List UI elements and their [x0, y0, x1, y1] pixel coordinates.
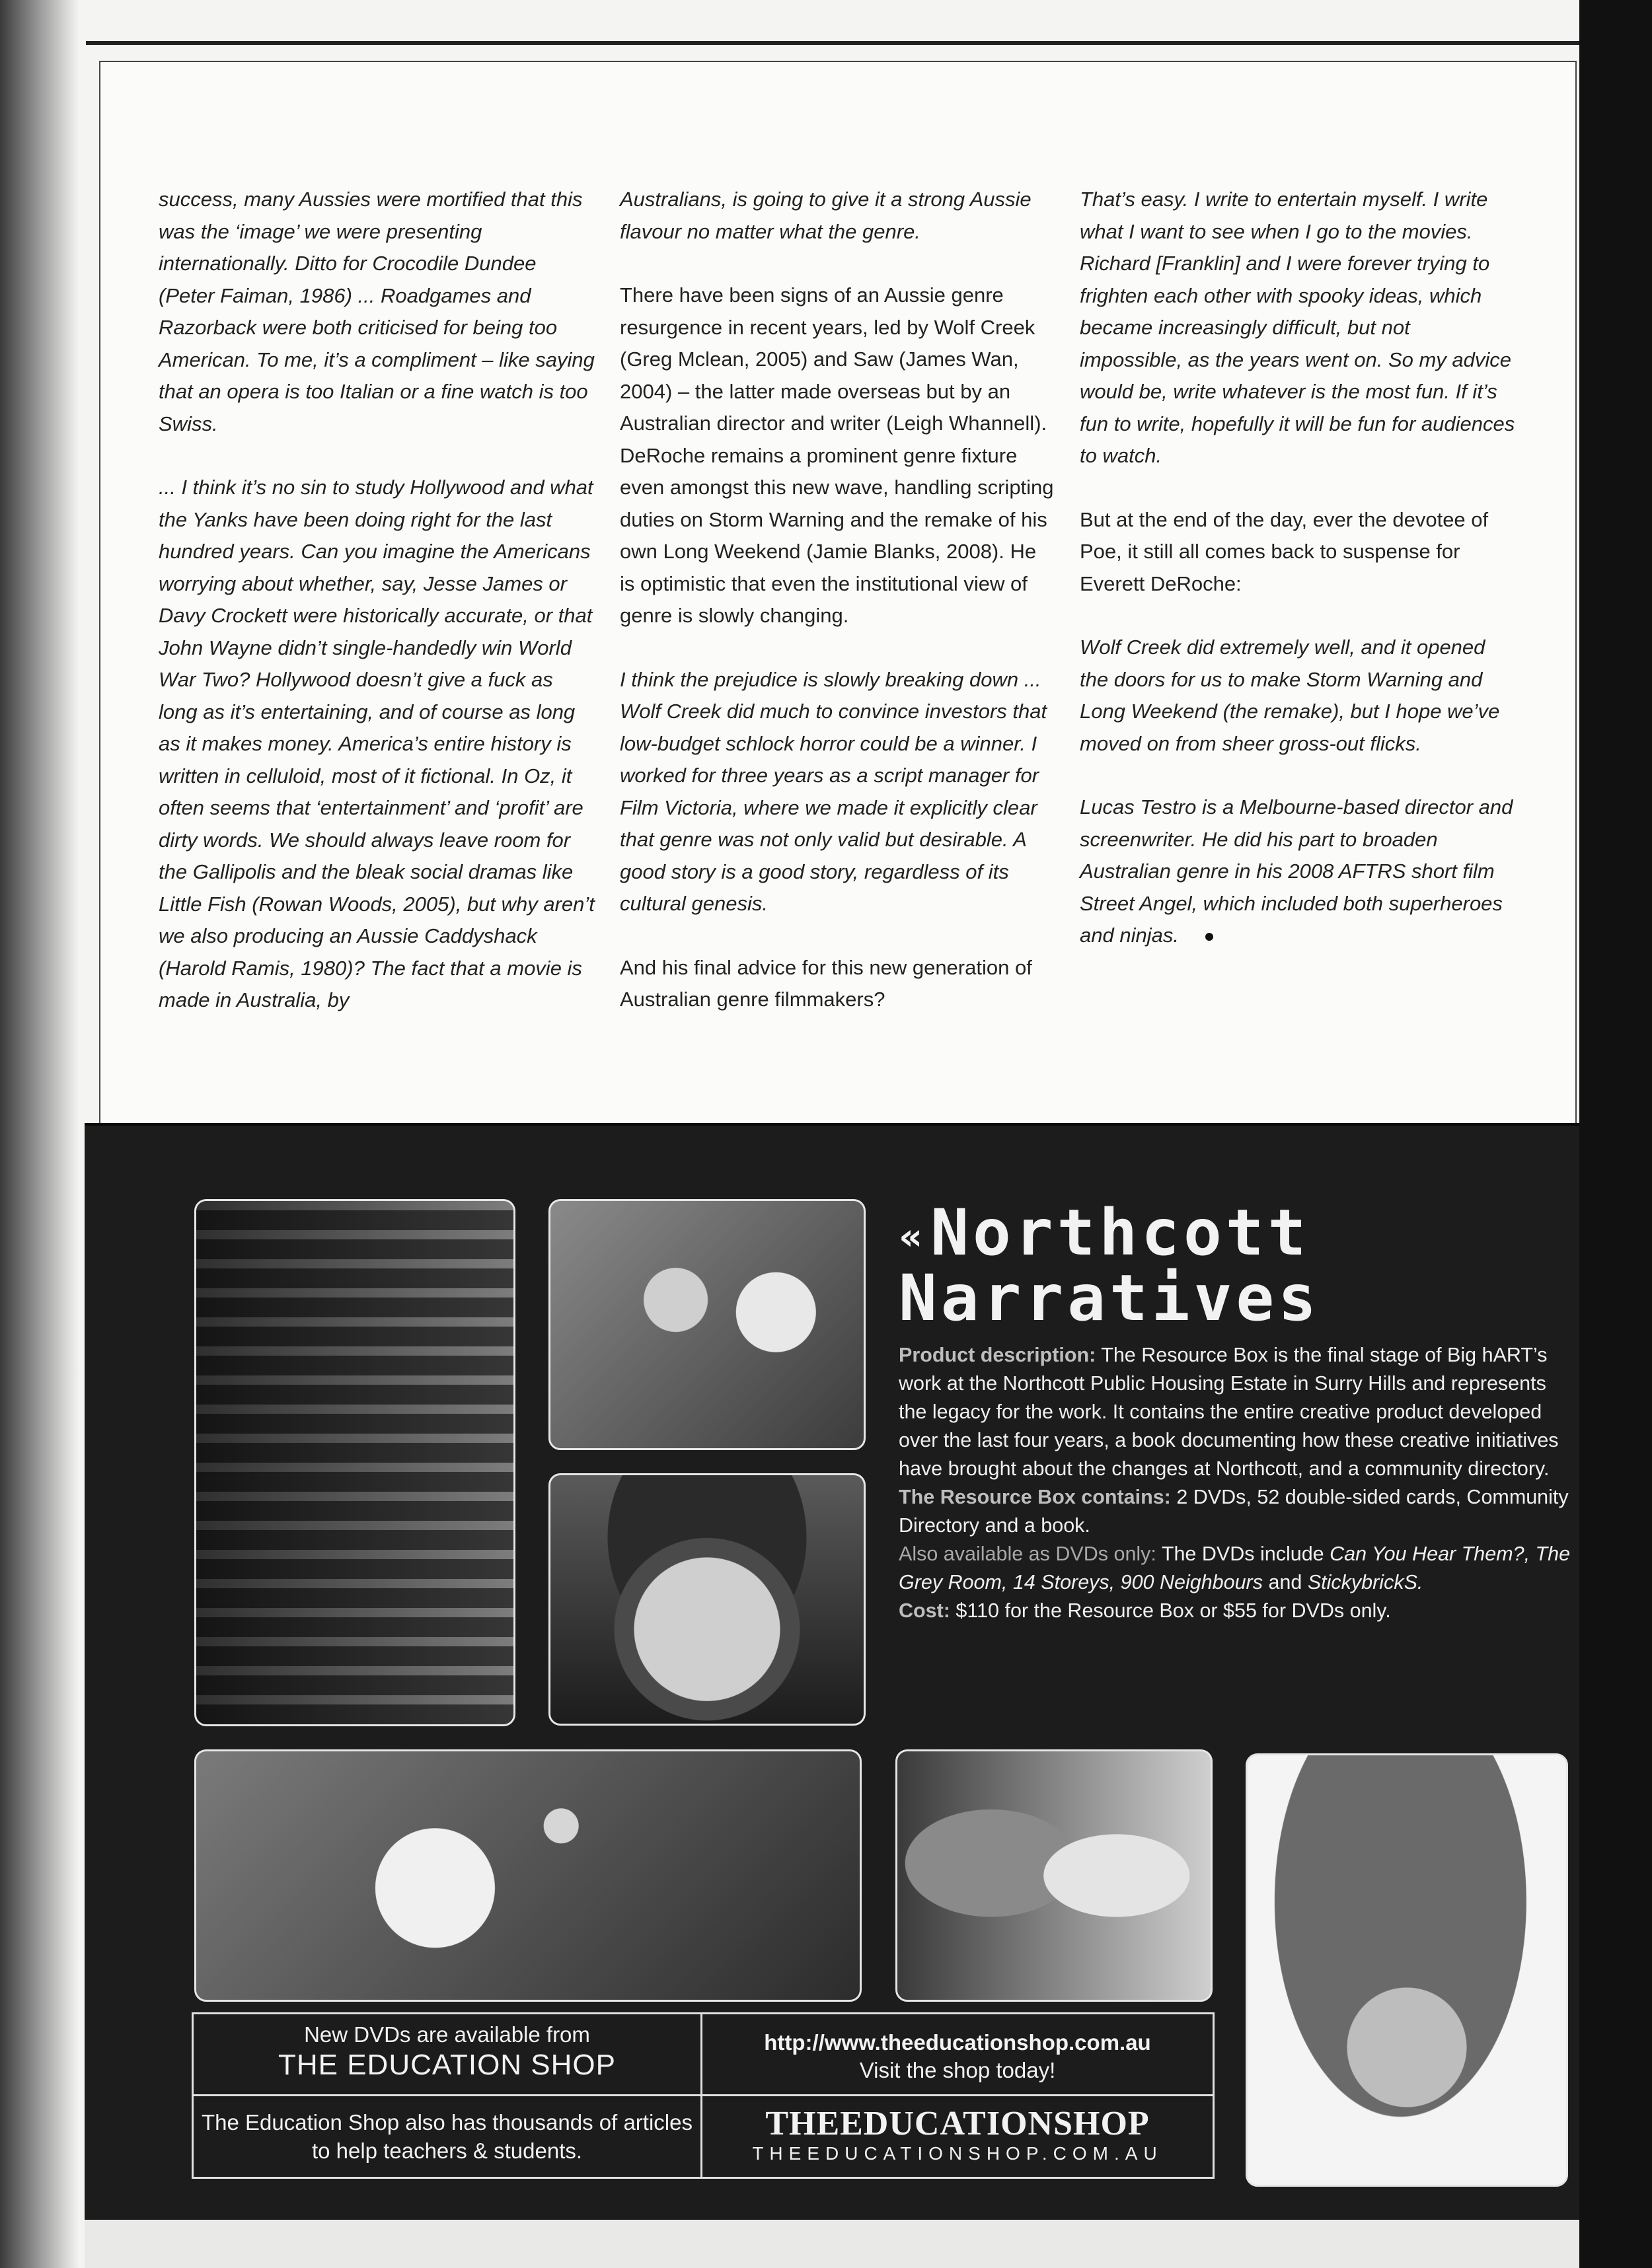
- housing-tower-photo: [194, 1199, 515, 1726]
- two-faces-photo: [895, 1749, 1213, 2002]
- ad-title-line-1: Northcott: [930, 1196, 1310, 1270]
- articles-cell: [194, 2096, 702, 2177]
- dvd-and: and: [1268, 1571, 1302, 1593]
- top-rule: [86, 41, 1579, 45]
- col3-paragraph-3: Wolf Creek did extremely well, and it opened the doors for us to make Storm Warning and Long Weekend (the remake), but I hope we’ve moved on from sheer gross-out flicks.: [1080, 636, 1500, 755]
- cost-label: Cost:: [899, 1599, 950, 1622]
- woman-with-flower-hat-photo: [1246, 1753, 1568, 2187]
- product-description-text: The Resource Box is the final stage of Big hART’s work at the Northcott Public Housing Estate in Surry Hills and represents the legacy for the work. It contains the entire creative product developed over the last four years, a book documenting how these creative initiatives have brought about the changes at Northcott, and a community directory.: [899, 1344, 1559, 1480]
- shop-url-link[interactable]: http://www.theeducationshop.com.au: [764, 2030, 1151, 2055]
- dvd-titles: Can You Hear Them?, The Grey Room, 14 Storeys, 900 Neighbours: [899, 1543, 1571, 1593]
- shop-logo-cell: [702, 2096, 1213, 2177]
- resource-box-contains-text: 2 DVDs, 52 double-sided cards, Community Directory and a book.: [899, 1486, 1569, 1537]
- visit-shop-text: Visit the shop today!: [859, 2058, 1056, 2082]
- dvd-text-prefix: The DVDs include: [1161, 1543, 1324, 1565]
- man-in-cap-photo: [548, 1473, 866, 1726]
- col2-paragraph-4: And his final advice for this new generation of Australian genre filmmakers?: [620, 955, 1032, 1011]
- education-shop-box: [192, 2012, 1215, 2179]
- col2-paragraph-1: Australians, is going to give it a strong Aussie flavour no matter what the genre.: [620, 188, 1032, 243]
- ad-title-line-2: Narratives: [899, 1261, 1320, 1335]
- shop-website-text: THEEDUCATIONSHOP.COM.AU: [752, 2143, 1163, 2164]
- col1-paragraph-2: ... I think it’s no sin to study Hollywood and what the Yanks have been doing right for the last hundred years. Can you imagine the Americans worrying about whether, say, Jesse James or Davy Crockett were historically accurate, or that John Wayne didn’t single-handedly win World War Two? Hollywood doesn’t give a fuck as long as it’s entertaining, and of course as long as it makes money. America’s entire history is written in celluloid, most of it fictional. In Oz, it often seems that ‘entertainment’ and ‘profit’ are dirty words. We should always leave room for the Gallipolis and the bleak social dramas like Little Fish (Rowan Woods, 2005), but why aren’t we also producing an Aussie Caddyshack (Harold Ramis, 1980)? The fact that a movie is made in Australia, by: [159, 476, 595, 1011]
- ad-title: [899, 1196, 1566, 1335]
- col1-paragraph-1: success, many Aussies were mortified that this was the ‘image’ we were presenting internationally. Ditto for Crocodile Dundee (Peter Faiman, 1986) ... Roadgames and Razorback were both criticised for being too American. To me, it’s a compliment – like saying that an opera is too Italian or a fine watch is too Swiss.: [159, 188, 595, 435]
- shop-name: THE EDUCATION SHOP: [278, 2049, 616, 2081]
- col3-paragraph-1: That’s easy. I write to entertain myself. I write what I want to see when I go to the movies. Richard [Franklin] and I were forever trying to frighten each other with spooky ideas, which became increasingly difficult, but not impossible, as the years went on. So my advice would be, write whatever is the most fun. If it’s fun to write, hopefully it will be fun for audiences to watch.: [1080, 188, 1515, 467]
- double-chevron-left-icon: «: [899, 1215, 927, 1259]
- col3-paragraph-2: But at the end of the day, ever the devotee of Poe, it still all comes back to suspense for Everett DeRoche:: [1080, 507, 1489, 595]
- cost-text: $110 for the Resource Box or $55 for DVDs only.: [956, 1599, 1391, 1622]
- page-bottom-strip: [85, 2220, 1579, 2268]
- dvd-last-title: StickybrickS.: [1307, 1571, 1423, 1593]
- shop-brand-logo: THEEDUCATIONSHOP: [765, 2105, 1150, 2142]
- elderly-woman-pointing-photo: [194, 1749, 862, 2002]
- scan-left-edge: [0, 0, 79, 2268]
- article-column-3: [1080, 184, 1516, 984]
- col2-paragraph-2: There have been signs of an Aussie genre resurgence in recent years, led by Wolf Creek (Greg Mclean, 2005) and Saw (James Wan, 2004) – the latter made overseas but by an Australian director and writer (Leigh Whannell). DeRoche remains a prominent genre fixture even amongst this new wave, handling scripting duties on Storm Warning and the remake of his own Long Weekend (Jamie Blanks, 2008). He is optimistic that even the institutional view of genre is slowly changing.: [620, 283, 1054, 627]
- col2-paragraph-3: I think the prejudice is slowly breaking down ... Wolf Creek did much to convince investors that low-budget schlock horror could be a winner. I worked for three years as a script manager for Film Victoria, where we made it explicitly clear that genre was not only valid but desirable. A good story is a good story, regardless of its cultural genesis.: [620, 667, 1047, 915]
- dvd-only-label: Also available as DVDs only:: [899, 1543, 1156, 1565]
- product-description-label: Product description:: [899, 1344, 1096, 1366]
- articles-text: The Education Shop also has thousands of articles to help teachers & students.: [202, 2110, 693, 2163]
- ad-description: [899, 1341, 1573, 1625]
- author-bio: Lucas Testro is a Melbourne-based director and screenwriter. He did his part to broaden Australian genre in his 2008 AFTRS short film Street Angel, which included both superheroes and ninjas.: [1080, 795, 1513, 947]
- new-dvds-cell: [194, 2014, 702, 2096]
- article-column-1: [159, 184, 595, 1048]
- shop-url-cell[interactable]: [702, 2014, 1213, 2096]
- elderly-couple-photo: [548, 1199, 866, 1450]
- scan-right-edge: [1579, 0, 1652, 2268]
- article-column-2: [620, 184, 1056, 1048]
- new-dvds-text: New DVDs are available from: [304, 2022, 590, 2047]
- resource-box-contains-label: The Resource Box contains:: [899, 1486, 1171, 1508]
- end-bullet-icon: [1205, 933, 1213, 941]
